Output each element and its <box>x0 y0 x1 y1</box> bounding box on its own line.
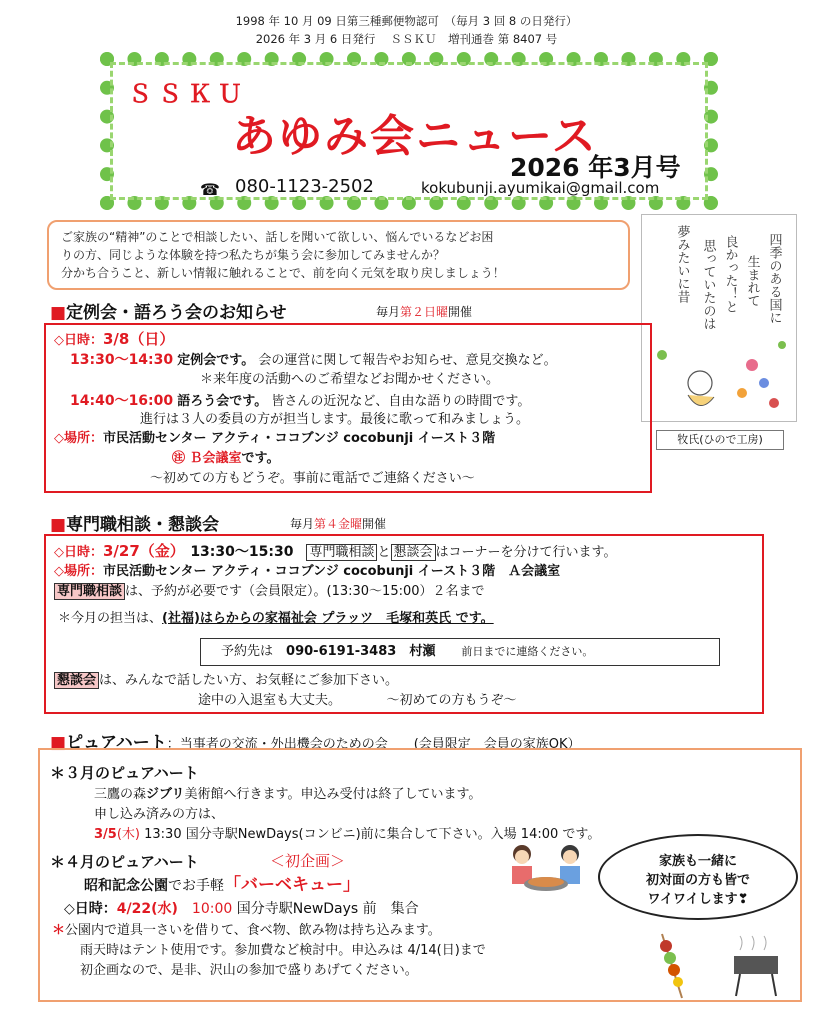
org-short-name: ＳＳＫＵ <box>128 80 248 108</box>
publication-info <box>0 12 813 48</box>
consult-talk-line: 懇談会 は、みんなで話したい方、お気軽にご参加下さい。 <box>54 672 398 690</box>
intro-box <box>47 220 630 290</box>
march-line-3: 3/5(木) 13:30 国分寺駅NewDays(コンビニ)前に集合して下さい。入場 14:00 です。 <box>94 827 601 842</box>
april-note-3: 初企画なので、是非、沢山の参加で盛りあげてください。 <box>80 963 418 978</box>
kebab-grill-illustration <box>648 932 788 1000</box>
poem-column: 夢みたいに昔 <box>674 225 690 303</box>
reservation-contact-box: 予約先は 090-6191-3483 村瀬 前日までに連絡ください。 <box>200 638 720 666</box>
consultation-heading: ■専門職相談・懇談会 <box>50 515 220 535</box>
regular-meeting-heading: ■定例会・語ろう会のお知らせ <box>50 303 287 323</box>
march-line-2: 申し込み済みの方は、 <box>94 807 225 822</box>
april-note-1: ＊公園内で道具一さいを借りて、食べ物、飲み物は持ち込みます。 <box>52 923 441 938</box>
april-title: ＊４月のピュアハート <box>50 853 199 871</box>
illustration-caption: 牧氏(ひので工房) <box>656 430 784 450</box>
regular-session-1-note: ＊来年度の活動へのご希望などお聞かせください。 <box>200 372 500 387</box>
consult-place-line: ◇場所：市民活動センター アクティ・ココブンジ cocobunji イースト３階 Ａ会議室 <box>54 564 561 579</box>
poem-column: 良かった！と <box>722 235 738 313</box>
poem-column: 思っていたのは <box>700 239 716 330</box>
march-line-1: 三鷹の森ジブリ美術館へ行きます。申込み受付は終了しています。 <box>94 787 482 802</box>
pure-heart-heading: ■ピュアハート：当事者の交流・外出機会のための会 (会員限定 会員の家族OK） <box>50 733 581 753</box>
girl-face-icon <box>688 371 712 395</box>
issue-label: 2026 年3月号 <box>510 153 681 182</box>
permit-line: 1998 年 10 月 09 日第三種郵便物認可 （毎月 3 回 8 の日発行） <box>235 14 578 28</box>
april-date-line: ◇日時：4/22(水) 10:00 国分寺駅NewDays 前 集合 <box>64 901 419 917</box>
regular-room-line: ㊟ Ｂ会議室です。 <box>172 451 280 466</box>
square-bullet-icon: ■ <box>50 303 67 323</box>
consultation-schedule: 毎月第４金曜開催 <box>290 517 387 531</box>
consult-staff-line: ＊今月の担当は、(社福)はらからの家福祉会 プラッツ 毛塚和英氏 です。 <box>58 611 494 626</box>
poem-illustration <box>641 214 797 422</box>
april-event-line: 昭和記念公園でお手軽「バーベキュー」 <box>84 875 360 895</box>
speech-bubble: 家族も一緒に 初対面の方も皆で ワイワイします❣ <box>598 834 798 920</box>
email-address[interactable]: kokubunji.ayumikai@gmail.com <box>421 179 660 197</box>
regular-meeting-schedule: 毎月第２日曜開催 <box>376 305 473 319</box>
intro-line: 分かち合うこと、新しい情報に触れることで、前を向く元気を取り戻しましょう！ <box>61 266 505 280</box>
phone-icon: ☎ <box>200 180 220 199</box>
regular-place-line: ◇場所：市民活動センター アクティ・ココブンジ cocobunji イースト３階 <box>54 431 496 446</box>
phone-number[interactable]: 080-1123-2502 <box>235 176 374 197</box>
consult-date-line: ◇日時：3/27（金） 13:30～15:30 専門職相談 と 懇談会 はコーナーを分けて行います。 <box>54 542 617 560</box>
newsletter-title: あゆみ会ニュース <box>232 111 598 162</box>
square-bullet-icon: ■ <box>50 733 67 753</box>
poem-column: 生まれて <box>744 255 760 307</box>
issue-line: 2026 年 3 月 6 日発行 ＳＳＫＵ 増刊通巻 第 8407 号 <box>255 32 558 46</box>
regular-session-2-note: 進行は３人の委員の方が担当します。最後に歌って和みましょう。 <box>140 412 529 427</box>
march-title: ＊３月のピュアハート <box>50 764 199 782</box>
regular-welcome-note: ～初めての方もどうぞ。事前に電話でご連絡ください～ <box>150 471 475 486</box>
april-note-2: 雨天時はテント使用です。参加費など検討中。申込みは 4/14(日)まで <box>80 943 486 958</box>
april-first-event-tag: ＜初企画＞ <box>270 852 346 870</box>
regular-session-2: 14:40～16:00 語ろう会です。 皆さんの近況など、自由な語りの時間です。 <box>70 393 531 409</box>
intro-line: りの方、同じような体験を持つ私たちが集う会に参加してみませんか？ <box>61 248 446 262</box>
poem-column: 四季のある国に <box>766 233 782 324</box>
consult-pro-line: 専門職相談 は、予約が必要です（会員限定）。(13:30～15:00）２名まで <box>54 583 485 601</box>
bbq-people-illustration <box>500 840 590 900</box>
intro-line: ご家族の“精神”のことで相談したい、話しを聞いて欲しい、悩んでいるなどお困 <box>61 230 494 244</box>
consult-talk-note: 途中の入退室も大丈夫。 ～初めての方もうぞ～ <box>198 693 517 708</box>
regular-date-line: ◇日時：3/8（日） <box>54 330 175 348</box>
square-bullet-icon: ■ <box>50 515 67 535</box>
regular-session-1: 13:30～14:30 定例会です。 会の運営に関して報告やお知らせ、意見交換など。 <box>70 352 557 368</box>
flower-icon <box>737 359 779 408</box>
